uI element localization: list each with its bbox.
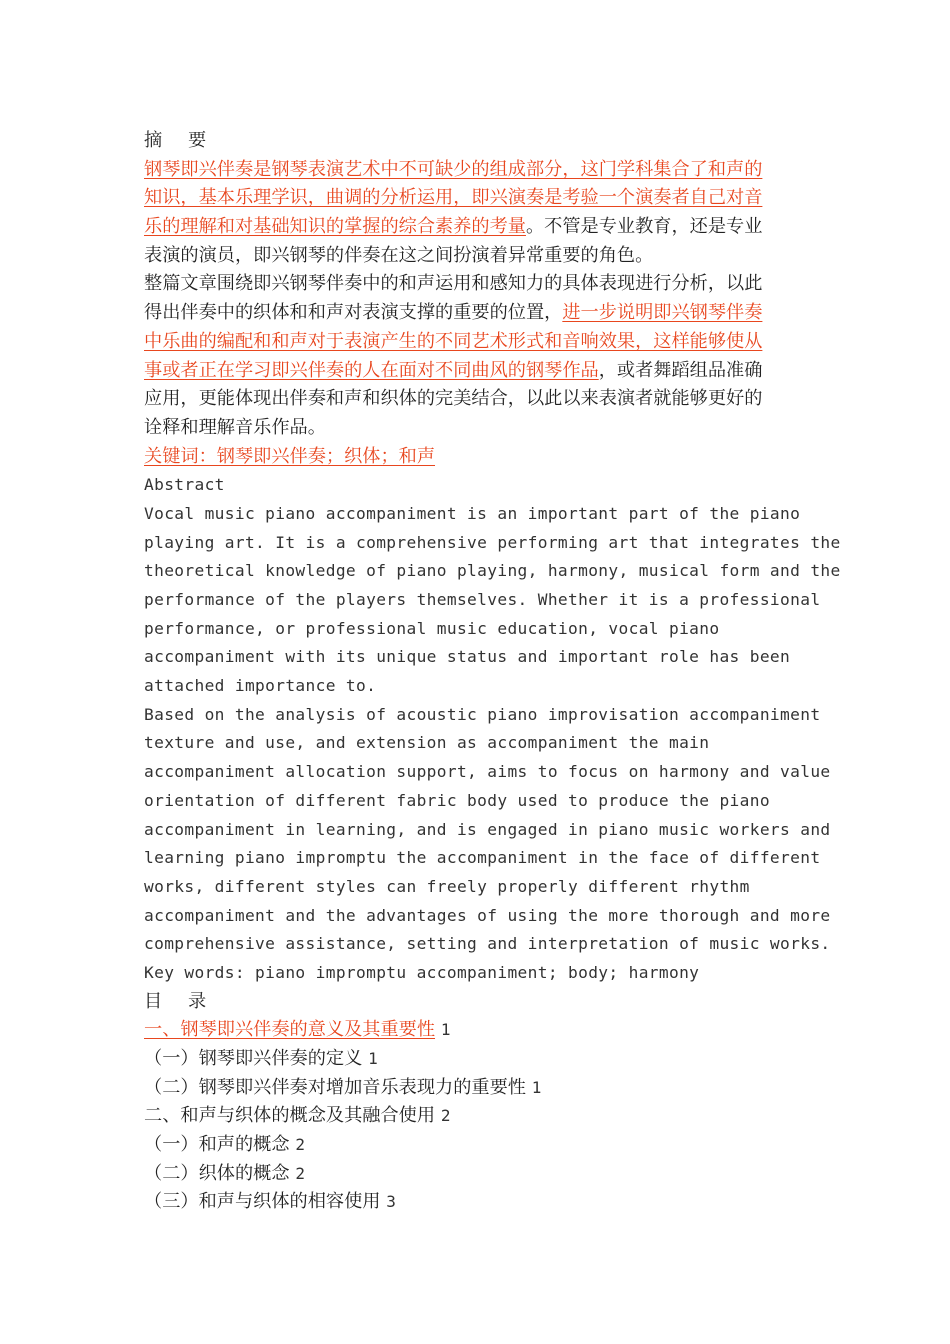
toc-item-page: 2 xyxy=(295,1163,305,1183)
text-line xyxy=(144,242,814,271)
highlighted-text: 进一步说明即兴钢琴伴奏 xyxy=(562,302,763,324)
keywords-en: Key words: piano impromptu accompaniment; body; harmony xyxy=(144,962,700,982)
abstract-en-paragraph-2 xyxy=(144,701,831,959)
text-line: learning piano impromptu the accompaniment in the face of different xyxy=(144,848,821,868)
text-line: accompaniment with its unique status and important role has been xyxy=(144,647,791,667)
abstract-cn-paragraph-2 xyxy=(144,270,814,442)
toc-item[interactable] xyxy=(144,1016,814,1045)
toc-list xyxy=(144,1016,814,1217)
toc-item[interactable] xyxy=(144,1160,814,1189)
text-line: works, different styles can freely properly different rhythm xyxy=(144,876,750,896)
toc-item-title: （二）织体的概念 xyxy=(144,1162,290,1184)
text-line: performance of the players themselves. Whether it is a professional xyxy=(144,590,821,609)
text-segment: 得出伴奏中的织体和和声对表演支撑的重要的位置， xyxy=(144,302,563,324)
text-line: accompaniment in learning, and is engaged in piano music workers and xyxy=(144,819,831,839)
toc-item[interactable] xyxy=(144,1188,814,1217)
text-line: Based on the analysis of acoustic piano improvisation accompaniment xyxy=(144,704,821,724)
document-page xyxy=(144,127,841,1217)
text-line: playing art. It is a comprehensive performing art that integrates the xyxy=(144,532,841,552)
text-line xyxy=(144,299,814,328)
text-segment: 整篇文章围绕即兴钢琴伴奏中的和声运用和感知力的具体表现进行分析，以此 xyxy=(144,273,763,295)
toc-item-title: （一）和声的概念 xyxy=(144,1134,290,1156)
toc-item-title: 二、和声与织体的概念及其融合使用 xyxy=(144,1105,436,1127)
highlighted-text: 知识，基本乐理学识，曲调的分析运用，即兴演奏是考验一个演奏者自己对音 xyxy=(144,187,763,209)
highlighted-text: 事或者正在学习即兴伴奏的人在面对不同曲风的钢琴作品 xyxy=(144,359,599,381)
text-line xyxy=(144,156,814,185)
abstract-en-paragraph-1 xyxy=(144,500,841,701)
toc-item[interactable] xyxy=(144,1102,814,1131)
toc-item-page: 3 xyxy=(386,1192,396,1212)
text-segment: 。不管是专业教育，还是专业 xyxy=(525,216,763,238)
toc-item[interactable] xyxy=(144,1045,814,1074)
toc-item-page: 2 xyxy=(440,1106,451,1126)
text-line: orientation of different fabric body used to produce the piano xyxy=(144,790,770,810)
toc-heading: 目 录 xyxy=(144,990,217,1012)
toc-item-title: （二）钢琴即兴伴奏对增加音乐表现力的重要性 xyxy=(144,1076,526,1098)
text-line: texture and use, and extension as accompaniment the main xyxy=(144,733,710,753)
toc-item-title: （三）和声与织体的相容使用 xyxy=(144,1191,381,1213)
toc-item-page: 2 xyxy=(295,1135,305,1155)
text-line xyxy=(144,213,814,242)
toc-item-title: 一、钢琴即兴伴奏的意义及其重要性 xyxy=(144,1019,436,1041)
text-line xyxy=(144,184,814,213)
text-line xyxy=(144,385,814,414)
highlighted-text: 钢琴即兴伴奏是钢琴表演艺术中不可缺少的组成部分，这门学科集合了和声的 xyxy=(144,158,763,180)
text-line xyxy=(144,270,814,299)
toc-item-title: （一）钢琴即兴伴奏的定义 xyxy=(144,1048,363,1069)
text-line xyxy=(144,357,814,386)
text-line: Vocal music piano accompaniment is an important part of the piano xyxy=(144,503,801,523)
highlighted-text: 乐的理解和对基础知识的掌握的综合素养的考量 xyxy=(144,216,526,238)
toc-item[interactable] xyxy=(144,1131,814,1160)
text-segment: ，或者舞蹈组品准确 xyxy=(598,359,763,381)
text-line: comprehensive assistance, setting and interpretation of music works. xyxy=(144,934,831,954)
text-line: attached importance to. xyxy=(144,676,377,696)
text-line: theoretical knowledge of piano playing, harmony, musical form and the xyxy=(144,561,841,581)
abstract-cn-paragraph-1 xyxy=(144,156,814,271)
text-line: accompaniment allocation support, aims to focus on harmony and value xyxy=(144,762,831,782)
text-segment: 应用，更能体现出伴奏和声和织体的完美结合，以此以来表演者就能够更好的 xyxy=(144,388,763,410)
text-line: performance, or professional music education, vocal piano xyxy=(144,618,720,638)
toc-item-page: 1 xyxy=(440,1020,451,1040)
text-segment: 表演的演员，即兴钢琴的伴奏在这之间扮演着异常重要的角色。 xyxy=(144,244,654,266)
abstract-en-heading: Abstract xyxy=(144,475,225,495)
toc-item[interactable] xyxy=(144,1074,814,1103)
text-line xyxy=(144,328,814,357)
highlighted-text: 中乐曲的编配和和声对于表演产生的不同艺术形式和音响效果，这样能够使从 xyxy=(144,330,763,352)
text-segment: 诠释和理解音乐作品。 xyxy=(144,416,326,438)
toc-item-page: 1 xyxy=(531,1077,542,1097)
keywords-cn: 关键词：钢琴即兴伴奏；织体；和声 xyxy=(144,445,436,467)
text-line: accompaniment and the advantages of using the more thorough and more xyxy=(144,905,831,925)
text-line xyxy=(144,414,814,443)
toc-item-page: 1 xyxy=(368,1049,378,1068)
abstract-heading: 摘 要 xyxy=(144,130,217,151)
